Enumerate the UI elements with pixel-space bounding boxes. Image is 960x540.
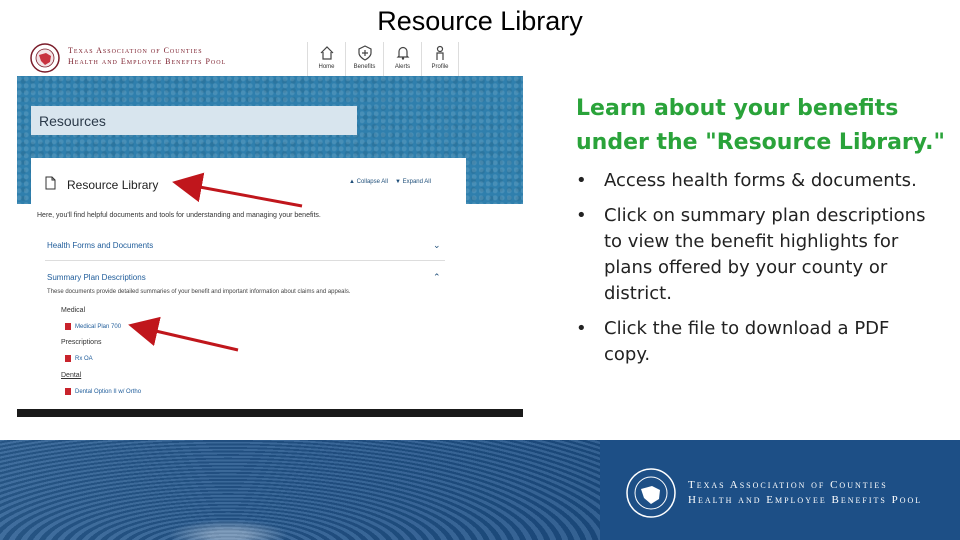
bell-icon xyxy=(395,45,411,61)
pdf-link-rx[interactable] xyxy=(65,355,93,362)
capitol-dome-photo xyxy=(0,440,600,540)
section-health-forms[interactable]: Health Forms and Documents xyxy=(47,241,154,250)
spd-description: These documents provide detailed summaries of your benefit and important information about claims and appeals. xyxy=(47,289,351,295)
resources-header xyxy=(31,106,357,135)
logo-line-2: Health and Employee Benefits Pool xyxy=(68,57,227,66)
nav-profile[interactable] xyxy=(421,42,459,76)
library-intro-text: Here, you'll find helpful documents and tools for understanding and managing your benefits. xyxy=(37,212,321,219)
portal-nav xyxy=(307,42,459,76)
shield-plus-icon xyxy=(357,45,373,61)
section-divider xyxy=(45,260,445,261)
pdf-icon xyxy=(65,323,71,330)
person-icon xyxy=(432,45,448,61)
category-medical: Medical xyxy=(61,307,86,314)
bullet-item: • Click on summary plan descriptions to view the benefit highlights for plans offered by your county or district. xyxy=(576,203,936,307)
portal-logo-text xyxy=(68,45,226,67)
pdf-link-label: Medical Plan 700 xyxy=(75,323,122,330)
bullet-item: • Click the file to download a PDF copy. xyxy=(576,316,936,368)
slide-title: Resource Library xyxy=(377,6,583,36)
collapse-all-label: Collapse All xyxy=(356,179,388,185)
section-summary-plan[interactable]: Summary Plan Descriptions xyxy=(47,273,146,282)
logo-line-1: Texas Association of Counties xyxy=(68,46,203,55)
nav-alerts-label: Alerts xyxy=(394,64,411,70)
benefits-heading: Learn about your benefits under the "Resource Library." xyxy=(576,96,945,155)
screenshot-bottom-bar xyxy=(17,409,523,417)
nav-benefits[interactable] xyxy=(345,42,383,76)
footer-line-2: Health and Employee Benefits Pool xyxy=(688,494,923,506)
footer-banner xyxy=(0,440,960,540)
expand-all-label: Expand All xyxy=(402,179,431,185)
home-icon xyxy=(319,45,335,61)
resource-library-title: Resource Library xyxy=(67,178,159,192)
pdf-link-medical[interactable] xyxy=(65,323,121,330)
pdf-icon xyxy=(65,355,71,362)
nav-benefits-label: Benefits xyxy=(353,64,376,70)
chevron-up-icon[interactable]: ⌃ xyxy=(433,272,441,282)
portal-header xyxy=(17,42,523,76)
pdf-link-label: Rx OA xyxy=(75,355,93,362)
document-icon xyxy=(45,176,56,190)
pdf-icon xyxy=(65,388,71,395)
resource-library-card xyxy=(31,158,466,204)
nav-profile-label: Profile xyxy=(431,64,449,70)
resources-label: Resources xyxy=(39,113,106,129)
category-dental: Dental xyxy=(61,372,82,379)
expand-all-button[interactable]: ▼ Expand All xyxy=(395,179,431,185)
category-prescriptions: Prescriptions xyxy=(61,339,102,346)
footer-logo-text xyxy=(688,478,922,508)
benefits-bullets xyxy=(576,168,936,377)
portal-screenshot xyxy=(17,42,523,417)
footer-line-1: Texas Association of Counties xyxy=(688,479,888,491)
tac-seal-icon xyxy=(625,467,677,519)
collapse-all-button[interactable]: ▲ Collapse All xyxy=(349,179,388,185)
nav-alerts[interactable] xyxy=(383,42,421,76)
nav-home[interactable] xyxy=(307,42,345,76)
pdf-link-label: Dental Option II w/ Ortho xyxy=(75,388,142,395)
tac-seal-icon xyxy=(30,43,60,73)
bullet-item: • Access health forms & documents. xyxy=(576,168,936,194)
nav-home-label: Home xyxy=(318,64,335,70)
pdf-link-dental[interactable] xyxy=(65,388,141,395)
chevron-down-icon[interactable]: ⌄ xyxy=(433,240,441,250)
